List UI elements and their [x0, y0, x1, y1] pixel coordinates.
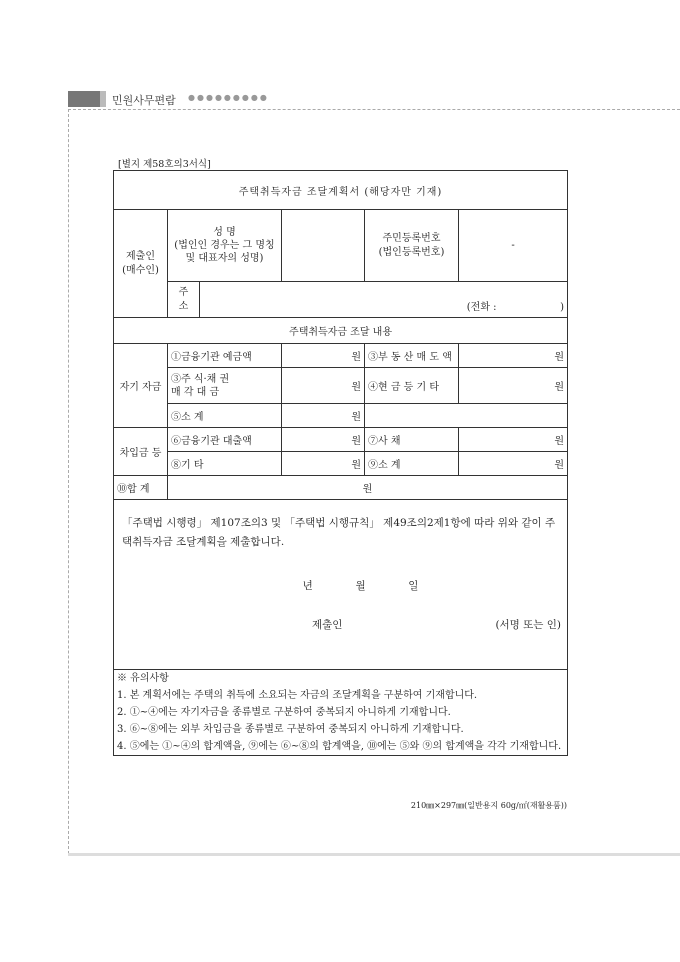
item-4-label: ④현 금 등 기 타 [365, 368, 459, 404]
page-section-title: 민원사무편람 [112, 94, 176, 107]
item-6-value[interactable]: 원 [282, 428, 365, 452]
reg-number-label: 주민등록번호 (법인등록번호) [365, 210, 459, 282]
paper-spec: 210㎜×297㎜(일반용지 60g/㎡(재활용품)) [410, 801, 567, 810]
own-funds-label: 자기 자금 [114, 344, 168, 428]
item-5-value[interactable]: 원 [282, 404, 365, 428]
funding-plan-form [113, 170, 568, 756]
note-item: 3. ⑥~⑧에는 외부 차입금을 종류별로 구분하여 중복되지 아니하게 기재합니다. [117, 724, 464, 735]
item-7-label: ⑦사 채 [365, 428, 459, 452]
name-label: 성 명 (법인인 경우는 그 명칭 및 대표자의 성명) [168, 210, 282, 282]
item-6-label: ⑥금융기관 대출액 [168, 428, 282, 452]
applicant-row-label: 제출인 (매수인) [114, 210, 168, 318]
section-header: 주택취득자금 조달 내용 [114, 318, 568, 344]
date-day: 일 [408, 580, 419, 592]
notes-block [114, 670, 568, 756]
total-label: ⑩합 계 [114, 476, 168, 500]
item-5-label: ⑤소 계 [168, 404, 282, 428]
note-item: 4. ⑤에는 ①~④의 합계액을, ⑨에는 ⑥~⑧의 합계액을, ⑩에는 ⑤와 ⑨의 합계액을 각각 기재합니다. [117, 741, 562, 752]
item-9-label: ⑨소 계 [365, 452, 459, 476]
note-item: 1. 본 계획서에는 주택의 취득에 소요되는 자금의 조달계획을 구분하여 기재합니다. [117, 690, 478, 701]
date-month: 월 [355, 580, 366, 592]
statement-block [114, 500, 568, 670]
dashed-border-left [68, 109, 69, 854]
page-bottom-rule [68, 853, 680, 856]
blank-cell [365, 404, 568, 428]
form-title-sub: (해당자만 기재) [364, 186, 443, 198]
form-label: [별지 제58호의3서식] [118, 159, 211, 170]
address-field[interactable] [200, 282, 568, 318]
item-2-value[interactable]: 원 [282, 368, 365, 404]
header-dots: ●●●●●●●●● [188, 93, 269, 102]
address-label: 주 소 [168, 282, 200, 318]
date-year: 년 [302, 580, 313, 592]
item-3-value[interactable]: 원 [459, 344, 568, 368]
name-field[interactable] [282, 210, 365, 282]
signature-note: (서명 또는 인) [495, 619, 562, 631]
total-value[interactable]: 원 [168, 476, 568, 500]
item-2-label: ③주 식·채 권 매 각 대 금 [168, 368, 282, 404]
item-4-value[interactable]: 원 [459, 368, 568, 404]
dashed-border-top [68, 109, 680, 110]
date-line [114, 578, 567, 593]
item-1-label: ①금융기관 예금액 [168, 344, 282, 368]
item-9-value[interactable]: 원 [459, 452, 568, 476]
signature-line [114, 617, 567, 635]
item-8-value[interactable]: 원 [282, 452, 365, 476]
header-bar-accent [100, 91, 106, 107]
item-1-value[interactable]: 원 [282, 344, 365, 368]
reg-number-field[interactable]: - [459, 210, 568, 282]
form-title [114, 171, 568, 210]
form-title-main: 주택취득자금 조달계획서 [238, 186, 361, 198]
borrowed-label: 차입금 등 [114, 428, 168, 476]
item-8-label: ⑧기 타 [168, 452, 282, 476]
notes-title: ※ 유의사항 [117, 673, 169, 684]
note-item: 2. ①~④에는 자기자금을 종류별로 구분하여 중복되지 아니하게 기재합니다. [117, 707, 451, 718]
item-7-value[interactable]: 원 [459, 428, 568, 452]
header-bar [68, 91, 100, 107]
signature-label: 제출인 [312, 619, 343, 631]
statement-text: 「주택법 시행령」 제107조의3 및 「주택법 시행규칙」 제49조의2제1항에 따라 위와 같이 주택취득자금 조달계획을 제출합니다. [122, 517, 556, 548]
item-3-label: ③부 동 산 매 도 액 [365, 344, 459, 368]
phone-text: (전화 : ) [466, 302, 565, 313]
